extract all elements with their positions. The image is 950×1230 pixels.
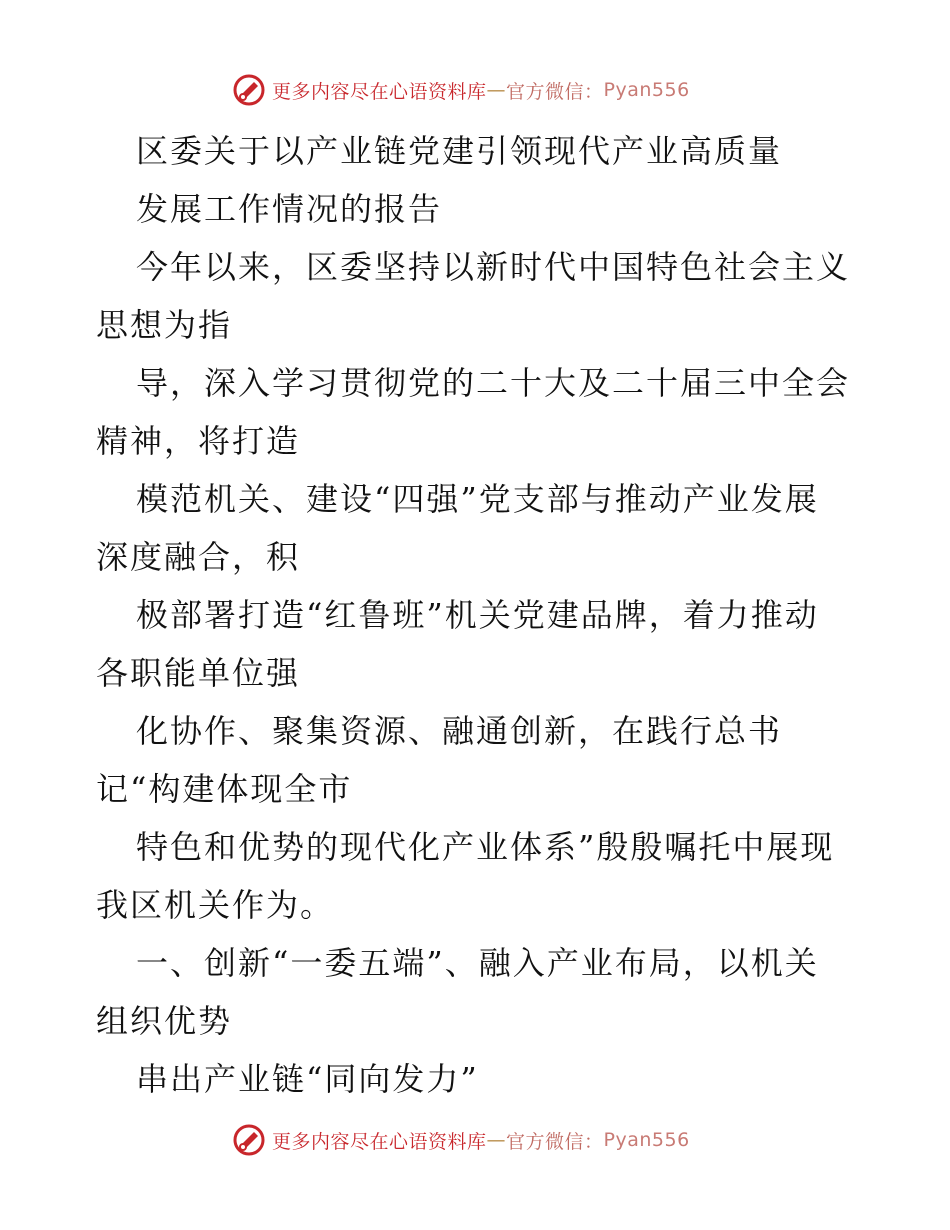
- banner-contact-id: Pyan556: [603, 79, 690, 101]
- document-body: [96, 122, 856, 1108]
- paragraph-line: 精神，将打造: [96, 422, 301, 460]
- banner-contact-id: Pyan556: [603, 1129, 690, 1151]
- banner-separator: —: [486, 1129, 507, 1151]
- paragraph-line: 化协作、聚集资源、融通创新，在践行总书: [136, 712, 783, 750]
- banner-contact-label: 官方微信：: [506, 80, 604, 103]
- paragraph-line: 极部署打造“红鲁班”机关党建品牌，着力推动: [136, 596, 819, 634]
- section-heading-line: 串出产业链“同向发力”: [136, 1060, 479, 1098]
- footer-watermark-banner: [232, 1122, 690, 1158]
- paragraph-line: 模范机关、建设“四强”党支部与推动产业发展: [136, 480, 819, 518]
- paragraph-line: 今年以来，区委坚持以新时代中国特色社会主义: [136, 248, 851, 286]
- paragraph-line: 记“构建体现全市: [96, 770, 353, 808]
- paragraph-line: 思想为指: [96, 306, 233, 344]
- paragraph-line: 导，深入学习贯彻党的二十大及二十届三中全会: [136, 364, 851, 402]
- section-heading-line: 组织优势: [96, 1002, 233, 1040]
- banner-separator: —: [486, 79, 507, 101]
- title-line-2: 发展工作情况的报告: [136, 190, 443, 228]
- banner-title: 更多内容尽在心语资料库: [272, 1130, 487, 1153]
- paragraph-line: 深度融合，积: [96, 538, 301, 576]
- banner-title: 更多内容尽在心语资料库: [272, 80, 487, 103]
- brand-logo-icon: [232, 73, 266, 107]
- paragraph-line: 我区机关作为。: [96, 886, 335, 924]
- paragraph-line: 特色和优势的现代化产业体系”殷殷嘱托中展现: [136, 828, 835, 866]
- brand-logo-icon: [232, 1123, 266, 1157]
- title-line-1: 区委关于以产业链党建引领现代产业高质量: [136, 132, 783, 170]
- section-heading-line: 一、创新“一委五端”、融入产业布局，以机关: [136, 944, 819, 982]
- header-watermark-banner: [232, 72, 690, 108]
- banner-contact-label: 官方微信：: [506, 1130, 604, 1153]
- paragraph-line: 各职能单位强: [96, 654, 301, 692]
